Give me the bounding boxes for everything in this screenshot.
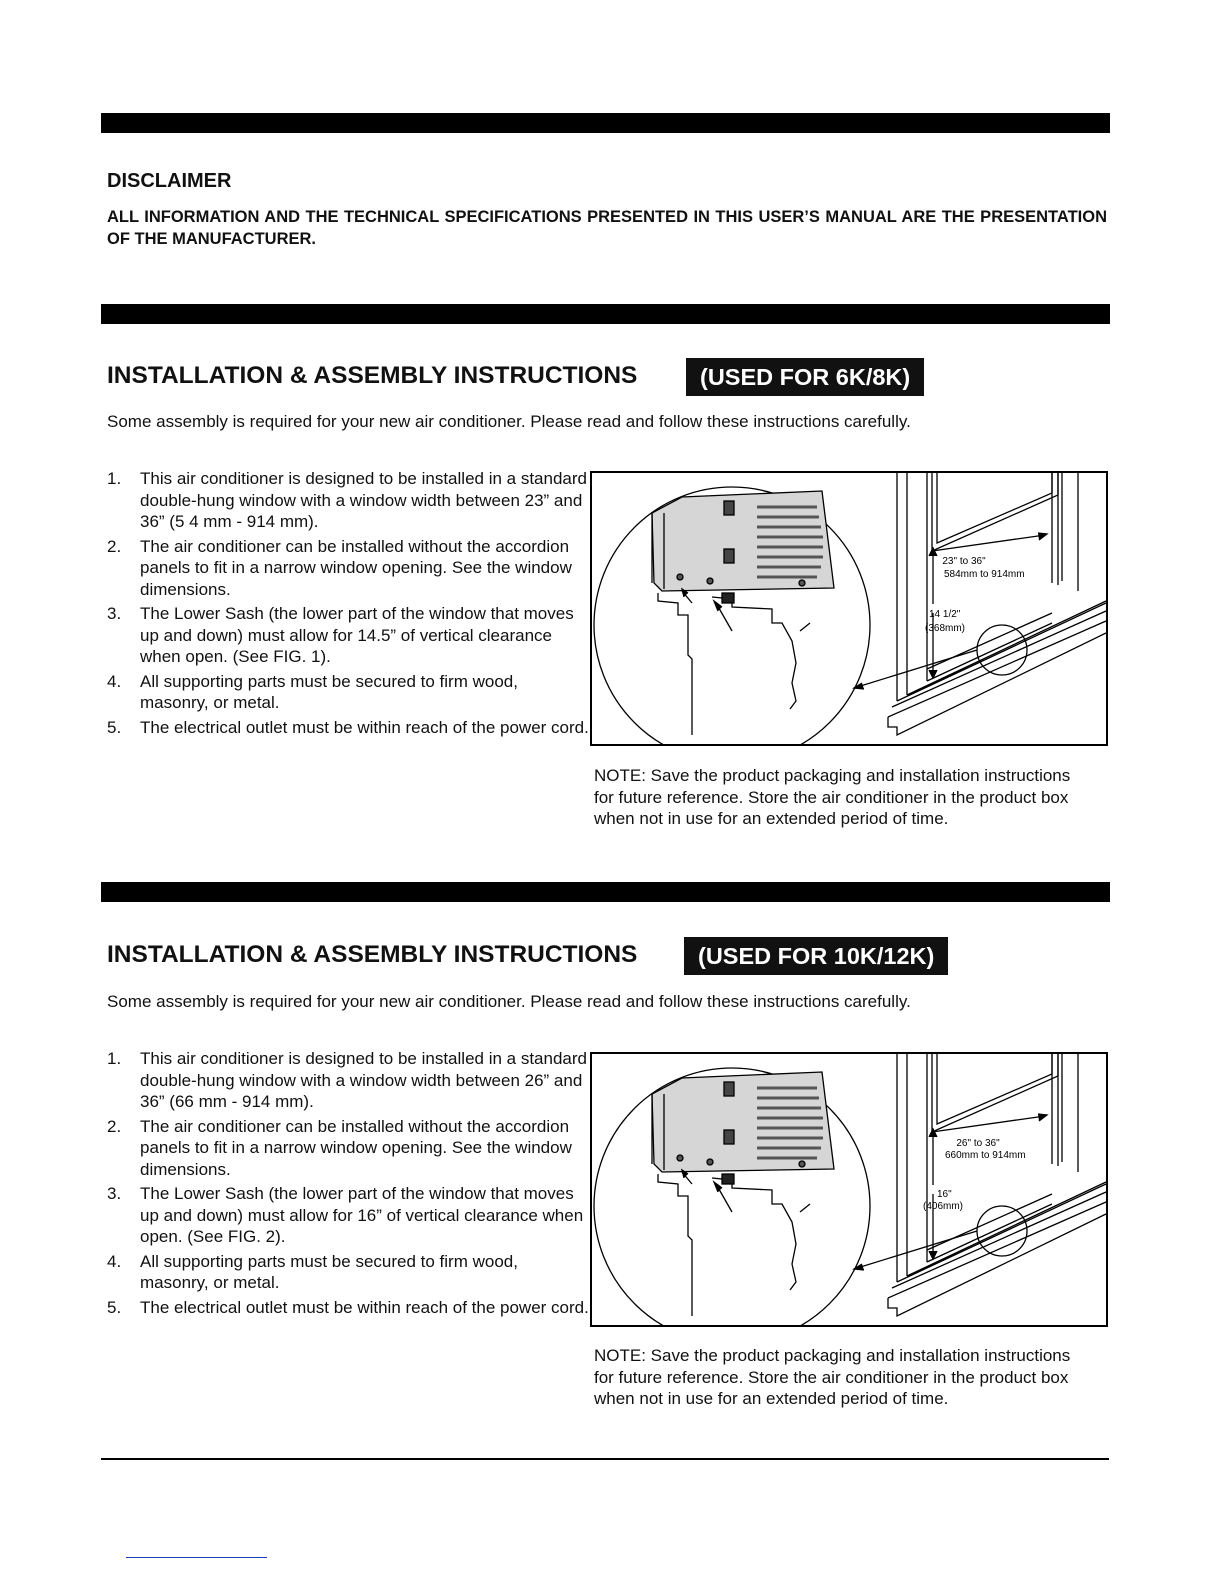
list-item bbox=[107, 1297, 589, 1319]
list-item bbox=[107, 717, 589, 739]
list-item bbox=[107, 671, 589, 714]
footer-link-underline bbox=[126, 1557, 267, 1558]
step-text: The Lower Sash (the lower part of the window that moves up and down) must allow for 14.5” of vertical clearance when open. (See FIG. 1). bbox=[140, 604, 574, 666]
list-item bbox=[107, 1116, 589, 1181]
step-number: 1. bbox=[107, 469, 122, 488]
footer-rule bbox=[101, 1458, 1109, 1460]
list-item bbox=[107, 603, 589, 668]
steps-list bbox=[107, 1048, 589, 1321]
step-number: 4. bbox=[107, 671, 122, 691]
section-title: INSTALLATION & ASSEMBLY INSTRUCTIONS bbox=[107, 941, 638, 968]
step-text: The electrical outlet must be within reach of the power cord. bbox=[140, 717, 589, 737]
note-text: NOTE: Save the product packaging and installation instructions for future reference. Store the air conditioner in the product box when not in use for an extended period of time. bbox=[594, 766, 1071, 828]
window-diagram bbox=[592, 1054, 1106, 1325]
disclaimer-title: DISCLAIMER bbox=[107, 170, 232, 192]
step-number: 5. bbox=[107, 717, 122, 737]
step-number: 3. bbox=[107, 1184, 122, 1203]
note-text: NOTE: Save the product packaging and installation instructions for future reference. Store the air conditioner in the product box when not in use for an extended period of time. bbox=[594, 1346, 1071, 1408]
disclaimer-text: ALL INFORMATION AND THE TECHNICAL SPECIFICATIONS PRESENTED IN THIS USER’S MANUAL ARE THE PRESENTATION OF THE MANUFACTURER. bbox=[107, 208, 1107, 248]
list-item bbox=[107, 1183, 589, 1248]
list-item bbox=[107, 468, 589, 533]
section-title: INSTALLATION & ASSEMBLY INSTRUCTIONS bbox=[107, 362, 638, 389]
list-item bbox=[107, 1251, 589, 1294]
model-tag: (USED FOR 10K/12K) bbox=[684, 937, 948, 975]
section-divider-bar bbox=[101, 882, 1110, 902]
installation-figure bbox=[590, 1052, 1108, 1327]
width-label: 23" to 36" bbox=[942, 556, 986, 567]
height-label: 16" bbox=[937, 1189, 952, 1200]
step-number: 3. bbox=[107, 604, 122, 623]
step-text: This air conditioner is designed to be installed in a standard double-hung window with a window width between 23” and 36” (5 4 mm - 914 mm). bbox=[140, 469, 587, 531]
step-number: 4. bbox=[107, 1251, 122, 1271]
list-item bbox=[107, 536, 589, 601]
step-text: All supporting parts must be secured to firm wood, masonry, or metal. bbox=[140, 671, 518, 712]
step-text: The Lower Sash (the lower part of the window that moves up and down) must allow for 16” of vertical clearance when open. (See FIG. 2). bbox=[140, 1184, 584, 1246]
height-mm-label: (406mm) bbox=[923, 1201, 964, 1212]
width-mm-label: 660mm to 914mm bbox=[945, 1150, 1026, 1161]
step-text: The air conditioner can be installed without the accordion panels to fit in a narrow window opening. See the window dimensions. bbox=[140, 536, 572, 599]
section-divider-bar bbox=[101, 304, 1110, 324]
model-tag: (USED FOR 6K/8K) bbox=[686, 358, 924, 396]
section-intro: Some assembly is required for your new air conditioner. Please read and follow these instructions carefully. bbox=[107, 412, 911, 431]
height-mm-label: (368mm) bbox=[925, 623, 966, 634]
step-number: 2. bbox=[107, 1116, 122, 1136]
height-label: 14 1/2" bbox=[929, 609, 961, 620]
step-text: The air conditioner can be installed without the accordion panels to fit in a narrow window opening. See the window dimensions. bbox=[140, 1116, 572, 1179]
step-number: 2. bbox=[107, 536, 122, 556]
section-intro: Some assembly is required for your new air conditioner. Please read and follow these instructions carefully. bbox=[107, 992, 911, 1011]
width-label: 26" to 36" bbox=[956, 1138, 1000, 1149]
step-number: 1. bbox=[107, 1049, 122, 1068]
steps-list bbox=[107, 468, 589, 741]
header-bar bbox=[101, 113, 1110, 133]
step-text: This air conditioner is designed to be installed in a standard double-hung window with a window width between 26” and 36” (66 mm - 914 mm). bbox=[140, 1049, 587, 1111]
step-text: All supporting parts must be secured to firm wood, masonry, or metal. bbox=[140, 1251, 518, 1292]
window-diagram bbox=[592, 473, 1106, 744]
installation-figure bbox=[590, 471, 1108, 746]
step-text: The electrical outlet must be within reach of the power cord. bbox=[140, 1297, 589, 1317]
width-mm-label: 584mm to 914mm bbox=[944, 569, 1025, 580]
list-item bbox=[107, 1048, 589, 1113]
step-number: 5. bbox=[107, 1297, 122, 1317]
